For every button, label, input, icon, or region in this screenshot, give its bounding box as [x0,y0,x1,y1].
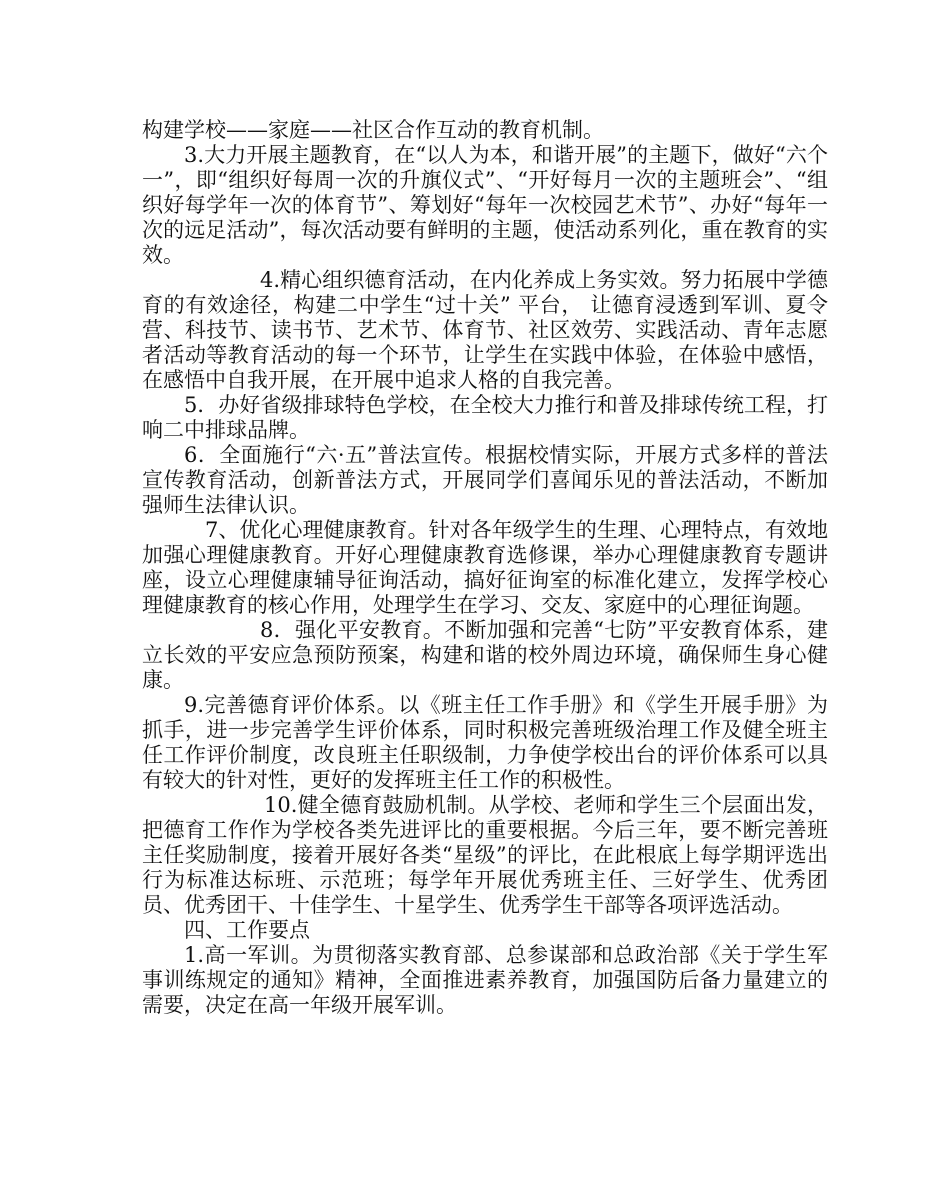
paragraph-item-7: 7、优化心理健康教育。针对各年级学生的生理、心理特点，有效地加强心理健康教育。开好心理健康教育选修课，举办心理健康教育专题讲座，设立心理健康辅导征询活动，搞好征询室的标准化建立，发挥学校心理健康教育的核心作用，处理学生在学习、交友、家庭中的心理征询题。 [142,518,828,617]
paragraph-continuation: 构建学校——家庭——社区合作互动的教育机制。 [142,118,604,142]
paragraph-item-4: 4.精心组织德育活动，在内化养成上务实效。努力拓展中学德育的有效途径，构建二中学生“过十关” 平台， 让德育浸透到军训、夏令营、科技节、读书节、艺术节、体育节、社区效劳、实践活动、青年志愿者活动等教育活动的每一个环节，让学生在实践中体验，在体验中感悟，在感悟中自我开展，在开展中追求人格的自我完善。 [142,268,828,392]
paragraph-item-10: 10.健全德育鼓励机制。从学校、老师和学生三个层面出发，把德育工作作为学校各类先进评比的重要根据。今后三年，要不断完善班主任奖励制度，接着开展好各类“星级”的评比，在此根底上每学期评选出行为标准达标班、示范班；每学年开展优秀班主任、三好学生、优秀团员、优秀团干、十佳学生、十星学生、优秀学生干部等各项评选活动。 [142,793,828,917]
paragraph-item-5: 5．办好省级排球特色学校，在全校大力推行和普及排球传统工程，打响二中排球品牌。 [142,393,828,442]
paragraph-item-8: 8．强化平安教育。不断加强和完善“七防”平安教育体系，建立长效的平安应急预防预案，构建和谐的校外周边环境，确保师生身心健康。 [142,618,828,692]
paragraph-item-3: 3.大力开展主题教育，在“以人为本，和谐开展”的主题下，做好“六个一”，即“组织好每周一次的升旗仪式”、“开好每月一次的主题班会”、“组织好每学年一次的体育节”、筹划好“每年一次校园艺术节”、办好“每年一次的远足活动”，每次活动要有鲜明的主题，使活动系列化，重在教育的实效。 [142,143,828,267]
paragraph-item-6: 6．全面施行“六·五”普法宣传。根据校情实际，开展方式多样的普法宣传教育活动，创新普法方式，开展同学们喜闻乐见的普法活动，不断加强师生法律认识。 [142,443,828,517]
section-heading-work-points: 四、工作要点 [184,918,310,942]
document-body [142,118,828,1018]
paragraph-item-9: 9.完善德育评价体系。以《班主任工作手册》和《学生开展手册》为抓手，进一步完善学生评价体系，同时积极完善班级治理工作及健全班主任工作评价制度，改良班主任职级制，力争使学校出台的评价体系可以具有较大的针对性，更好的发挥班主任工作的积极性。 [142,693,828,792]
paragraph-work-point-1: 1.高一军训。为贯彻落实教育部、总参谋部和总政治部《关于学生军事训练规定的通知》精神，全面推进素养教育，加强国防后备力量建立的需要，决定在高一年级开展军训。 [142,943,828,1017]
